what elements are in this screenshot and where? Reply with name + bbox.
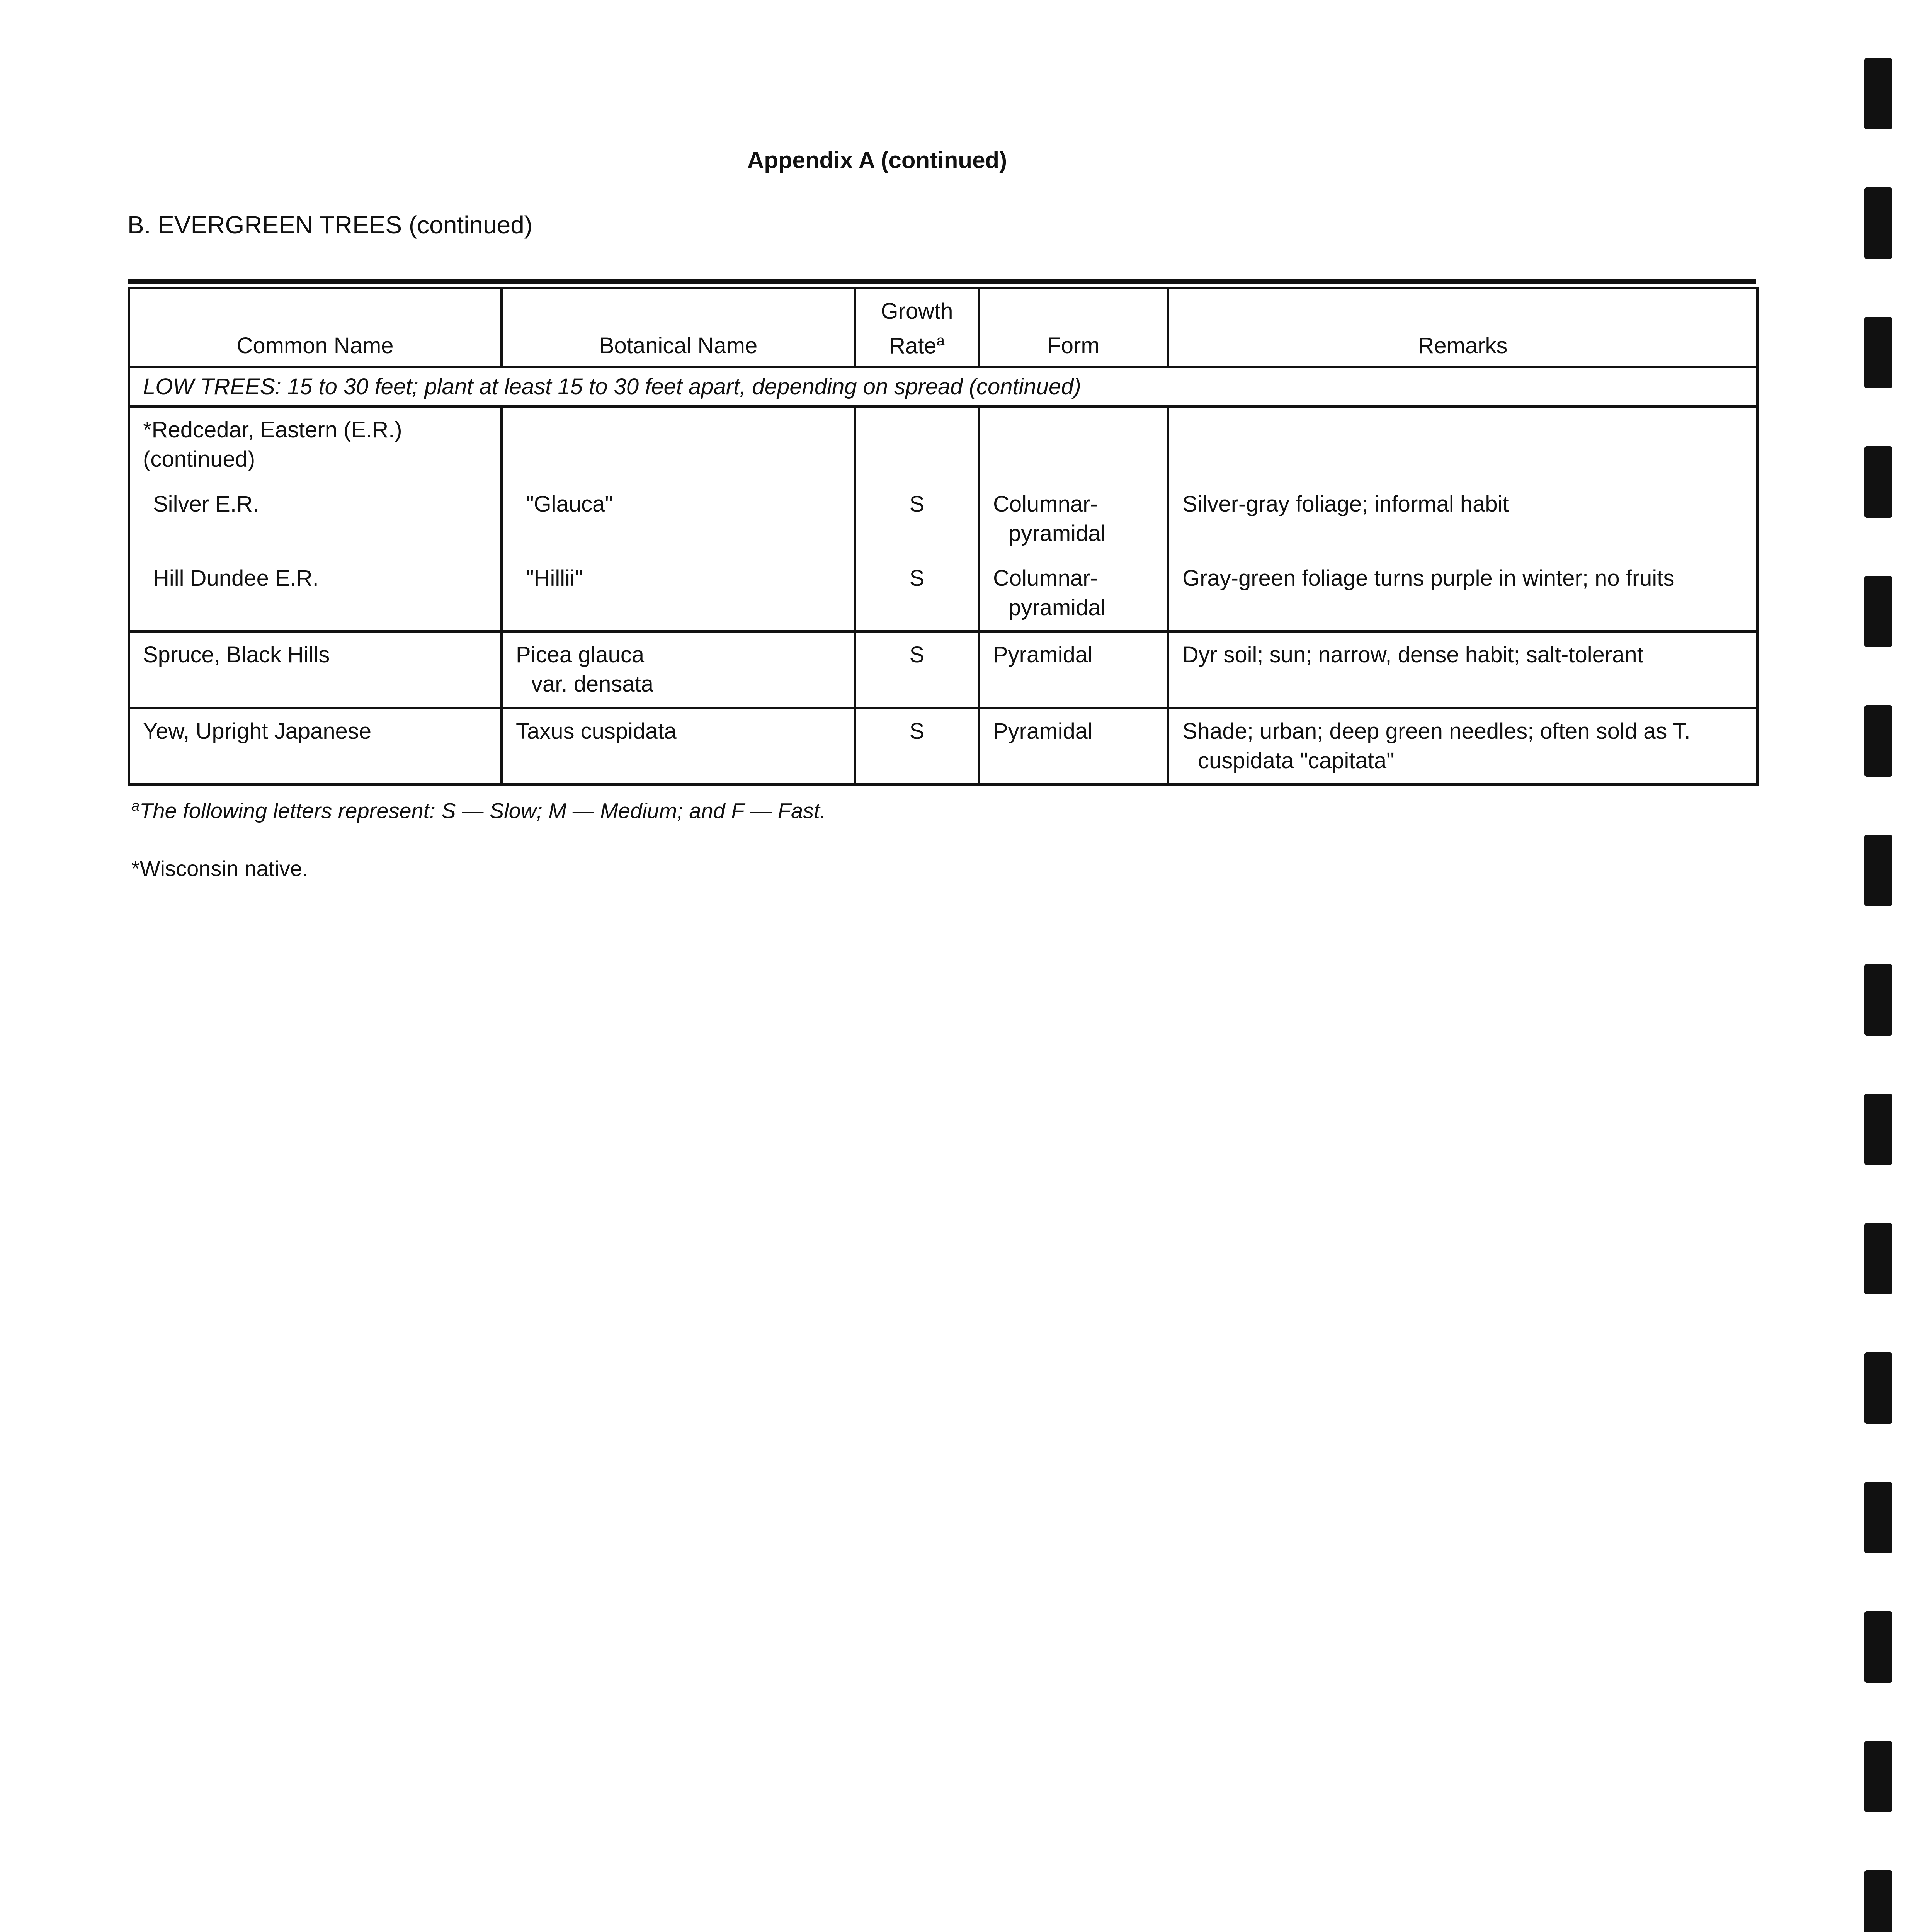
table-row [129,482,1757,556]
binding-hole [1864,1094,1892,1165]
table-row [129,631,1757,708]
botanical-name-cell: "Glauca" [502,482,855,556]
botanical-name-cell: Taxus cuspidata [502,708,855,784]
form-line-2: pyramidal [1009,521,1106,546]
binding-hole [1864,1870,1892,1932]
table-row [129,708,1757,784]
form-line: Columnar- [993,492,1098,517]
band-row [129,367,1757,406]
binding-hole [1864,576,1892,647]
table-top-rule [128,279,1756,284]
remarks-cell: Silver-gray foliage; informal habit [1168,482,1757,556]
remarks-cell: Gray-green foliage turns purple in winter; no fruits [1168,556,1757,631]
common-name-cell: Spruce, Black Hills [129,631,502,708]
form-line-2: pyramidal [1009,595,1106,621]
binding-hole [1864,705,1892,777]
remarks-line: Shade; urban; deep green needles; often sold as T. [1182,719,1690,744]
table-header-row [129,288,1757,367]
botanical-line: Picea glauca [516,642,645,668]
remarks-cell [1168,708,1757,784]
evergreen-trees-table [128,279,1756,786]
binding-hole [1864,1611,1892,1683]
footnote-growth-rate [131,798,826,823]
remarks-line-2: cuspidata "capitata" [1198,748,1395,774]
growth-rate-cell: S [855,631,979,708]
col-header-remarks: Remarks [1168,288,1757,367]
remarks-cell: Dyr soil; sun; narrow, dense habit; salt-tolerant [1168,631,1757,708]
col-header-botanical-name: Botanical Name [502,288,855,367]
form-cell: Pyramidal [979,708,1168,784]
form-line: Columnar- [993,566,1098,591]
growth-rate-cell: S [855,556,979,631]
botanical-name-cell: "Hillii" [502,556,855,631]
common-name-cell: Hill Dundee E.R. [129,556,502,631]
group-name-cell [129,406,502,482]
col-header-growth-rate [855,288,979,367]
form-cell [979,556,1168,631]
form-cell: Pyramidal [979,631,1168,708]
binding-hole [1864,317,1892,388]
binding-hole [1864,1741,1892,1812]
appendix-title: Appendix A (continued) [747,147,1007,173]
binding-hole [1864,58,1892,129]
band-label: LOW TREES: 15 to 30 feet; plant at least 15 to 30 feet apart, depending on spread (continued) [129,367,1757,406]
footnote-native: *Wisconsin native. [131,856,308,881]
binding-hole [1864,1223,1892,1294]
growth-rate-label: Growth Rate [881,299,953,359]
growth-rate-footnote-marker: a [936,333,945,349]
growth-rate-cell: S [855,708,979,784]
botanical-name-cell [502,631,855,708]
group-name: *Redcedar, Eastern (E.R.) [143,417,402,443]
common-name-cell: Silver E.R. [129,482,502,556]
binding-hole [1864,187,1892,259]
form-cell [979,482,1168,556]
binding-hole [1864,446,1892,518]
table-row [129,556,1757,631]
growth-rate-cell: S [855,482,979,556]
footnote-marker: a [131,798,140,814]
footnote-text: The following letters represent: S — Slow; M — Medium; and F — Fast. [139,798,826,823]
binding-hole [1864,964,1892,1036]
section-title: B. EVERGREEN TREES (continued) [128,211,533,239]
table-row [129,406,1757,482]
binding-hole [1864,835,1892,906]
common-name-cell: Yew, Upright Japanese [129,708,502,784]
group-continued: (continued) [143,447,255,472]
col-header-common-name: Common Name [129,288,502,367]
col-header-form: Form [979,288,1168,367]
binding-hole [1864,1352,1892,1424]
binding-hole [1864,1482,1892,1553]
binding-holes [1864,58,1895,1932]
botanical-line-2: var. densata [531,672,653,697]
